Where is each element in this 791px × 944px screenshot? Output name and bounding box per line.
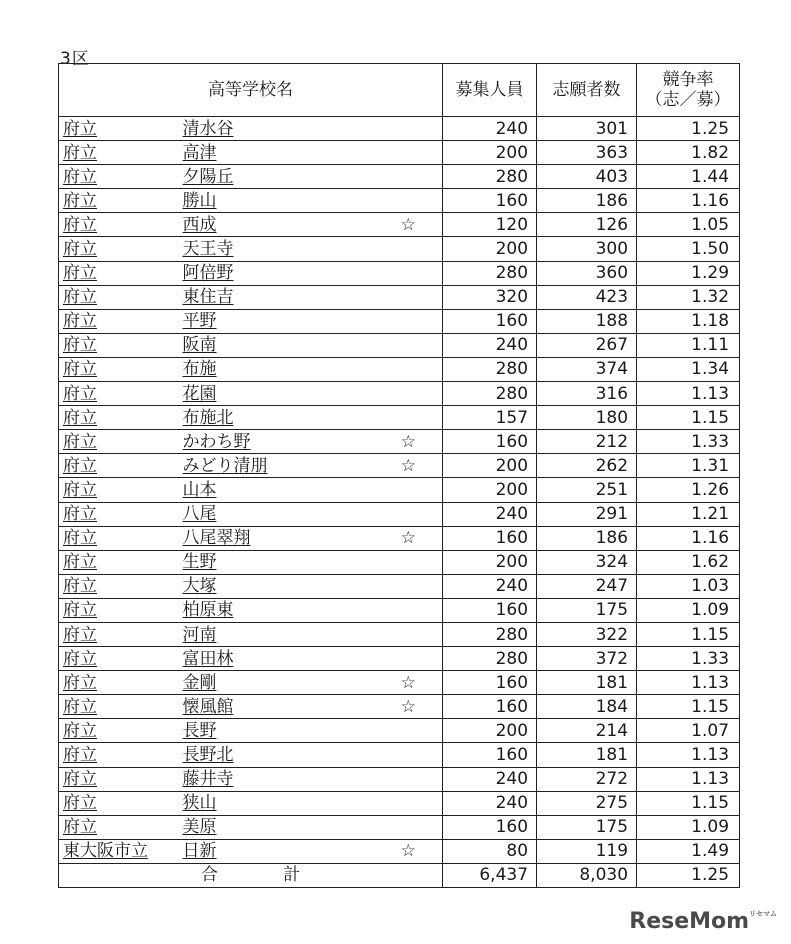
applicants-cell: 374 (537, 357, 637, 381)
ratio-cell: 1.31 (637, 454, 740, 478)
capacity-cell: 280 (443, 382, 537, 406)
school-name-cell: 柏原東 (179, 598, 375, 622)
ratio-cell: 1.18 (637, 309, 740, 333)
star-mark-cell (375, 357, 443, 381)
school-type-cell: 府立 (59, 237, 179, 261)
star-mark-cell (375, 285, 443, 309)
ratio-cell: 1.21 (637, 502, 740, 526)
school-name-cell: 長野北 (179, 743, 375, 767)
capacity-cell: 160 (443, 526, 537, 550)
applicants-cell: 363 (537, 141, 637, 165)
applicants-cell: 186 (537, 189, 637, 213)
school-name-cell: 勝山 (179, 189, 375, 213)
ratio-cell: 1.09 (637, 815, 740, 839)
ratio-cell: 1.34 (637, 357, 740, 381)
school-name-cell: 金剛 (179, 671, 375, 695)
capacity-cell: 160 (443, 671, 537, 695)
school-type-cell: 府立 (59, 550, 179, 574)
ratio-cell: 1.44 (637, 165, 740, 189)
capacity-cell: 160 (443, 189, 537, 213)
school-name-cell: 生野 (179, 550, 375, 574)
star-mark-cell (375, 478, 443, 502)
capacity-cell: 240 (443, 767, 537, 791)
header-ratio-line1: 競争率 (662, 70, 714, 90)
ratio-cell: 1.32 (637, 285, 740, 309)
applicants-cell: 272 (537, 767, 637, 791)
school-name-cell: みどり清朋 (179, 454, 375, 478)
table-row (59, 622, 740, 646)
star-mark-cell: ☆ (375, 526, 443, 550)
capacity-cell: 240 (443, 117, 537, 141)
school-type-cell: 府立 (59, 526, 179, 550)
capacity-cell: 280 (443, 261, 537, 285)
ratio-cell: 1.82 (637, 141, 740, 165)
applicants-cell: 360 (537, 261, 637, 285)
capacity-cell: 160 (443, 743, 537, 767)
school-type-cell: 府立 (59, 213, 179, 237)
capacity-cell: 80 (443, 839, 537, 863)
table-row (59, 333, 740, 357)
ratio-cell: 1.05 (637, 213, 740, 237)
school-type-cell: 府立 (59, 791, 179, 815)
ratio-cell: 1.13 (637, 767, 740, 791)
total-row (59, 863, 740, 887)
school-name-cell: 八尾翠翔 (179, 526, 375, 550)
table-row (59, 213, 740, 237)
star-mark-cell: ☆ (375, 430, 443, 454)
school-name-cell: 平野 (179, 309, 375, 333)
table-row (59, 478, 740, 502)
capacity-cell: 200 (443, 237, 537, 261)
table-row (59, 261, 740, 285)
school-name-cell: 懐風館 (179, 695, 375, 719)
table-row (59, 671, 740, 695)
capacity-cell: 240 (443, 502, 537, 526)
table-row (59, 743, 740, 767)
star-mark-cell (375, 550, 443, 574)
star-mark-cell (375, 598, 443, 622)
admissions-table (58, 63, 740, 888)
ratio-cell: 1.50 (637, 237, 740, 261)
header-capacity: 募集人員 (443, 64, 537, 117)
school-type-cell: 府立 (59, 357, 179, 381)
school-type-cell: 府立 (59, 285, 179, 309)
ratio-cell: 1.09 (637, 598, 740, 622)
applicants-cell: 247 (537, 574, 637, 598)
capacity-cell: 200 (443, 550, 537, 574)
applicants-cell: 212 (537, 430, 637, 454)
ratio-cell: 1.15 (637, 791, 740, 815)
school-name-cell: 阪南 (179, 333, 375, 357)
school-type-cell: 府立 (59, 117, 179, 141)
school-type-cell: 府立 (59, 767, 179, 791)
capacity-cell: 160 (443, 598, 537, 622)
capacity-cell: 200 (443, 478, 537, 502)
table-row (59, 165, 740, 189)
school-type-cell: 府立 (59, 382, 179, 406)
table-body (59, 117, 740, 864)
ratio-cell: 1.13 (637, 743, 740, 767)
ratio-cell: 1.07 (637, 719, 740, 743)
school-type-cell: 府立 (59, 406, 179, 430)
applicants-cell: 175 (537, 598, 637, 622)
school-type-cell: 府立 (59, 309, 179, 333)
applicants-cell: 301 (537, 117, 637, 141)
star-mark-cell (375, 574, 443, 598)
table-row (59, 309, 740, 333)
school-name-cell: 狭山 (179, 791, 375, 815)
table-row (59, 719, 740, 743)
table-row (59, 815, 740, 839)
applicants-cell: 214 (537, 719, 637, 743)
table-row (59, 357, 740, 381)
applicants-cell: 251 (537, 478, 637, 502)
school-name-cell: 東住吉 (179, 285, 375, 309)
school-name-cell: 長野 (179, 719, 375, 743)
table-row (59, 695, 740, 719)
star-mark-cell: ☆ (375, 671, 443, 695)
table-row (59, 454, 740, 478)
star-mark-cell (375, 382, 443, 406)
total-ratio: 1.25 (637, 863, 740, 887)
school-name-cell: 美原 (179, 815, 375, 839)
table-row (59, 430, 740, 454)
star-mark-cell (375, 406, 443, 430)
school-name-cell: 河南 (179, 622, 375, 646)
school-type-cell: 府立 (59, 622, 179, 646)
star-mark-cell (375, 743, 443, 767)
school-name-cell: かわち野 (179, 430, 375, 454)
watermark-logo (629, 909, 777, 934)
total-applicants: 8,030 (537, 863, 637, 887)
capacity-cell: 200 (443, 141, 537, 165)
header-ratio-line2: （志／募） (645, 90, 731, 110)
star-mark-cell (375, 815, 443, 839)
capacity-cell: 280 (443, 647, 537, 671)
ratio-cell: 1.11 (637, 333, 740, 357)
capacity-cell: 280 (443, 165, 537, 189)
star-mark-cell (375, 767, 443, 791)
capacity-cell: 280 (443, 622, 537, 646)
table-row (59, 647, 740, 671)
applicants-cell: 267 (537, 333, 637, 357)
capacity-cell: 160 (443, 695, 537, 719)
table-row (59, 598, 740, 622)
school-name-cell: 阿倍野 (179, 261, 375, 285)
school-name-cell: 日新 (179, 839, 375, 863)
school-type-cell: 府立 (59, 333, 179, 357)
school-type-cell: 府立 (59, 598, 179, 622)
school-name-cell: 藤井寺 (179, 767, 375, 791)
ratio-cell: 1.26 (637, 478, 740, 502)
table-row (59, 117, 740, 141)
applicants-cell: 423 (537, 285, 637, 309)
school-type-cell: 府立 (59, 141, 179, 165)
applicants-cell: 175 (537, 815, 637, 839)
school-type-cell: 府立 (59, 695, 179, 719)
capacity-cell: 200 (443, 719, 537, 743)
capacity-cell: 157 (443, 406, 537, 430)
school-name-cell: 八尾 (179, 502, 375, 526)
applicants-cell: 316 (537, 382, 637, 406)
star-mark-cell (375, 719, 443, 743)
school-name-cell: 布施 (179, 357, 375, 381)
ratio-cell: 1.13 (637, 671, 740, 695)
star-mark-cell (375, 117, 443, 141)
applicants-cell: 186 (537, 526, 637, 550)
capacity-cell: 160 (443, 815, 537, 839)
star-mark-cell (375, 189, 443, 213)
table-row (59, 406, 740, 430)
school-type-cell: 府立 (59, 454, 179, 478)
school-type-cell: 府立 (59, 430, 179, 454)
applicants-cell: 119 (537, 839, 637, 863)
total-capacity: 6,437 (443, 863, 537, 887)
applicants-cell: 262 (537, 454, 637, 478)
school-name-cell: 富田林 (179, 647, 375, 671)
star-mark-cell (375, 165, 443, 189)
table-row (59, 502, 740, 526)
star-mark-cell (375, 502, 443, 526)
applicants-cell: 180 (537, 406, 637, 430)
school-type-cell: 府立 (59, 743, 179, 767)
school-type-cell: 府立 (59, 478, 179, 502)
school-type-cell: 府立 (59, 815, 179, 839)
capacity-cell: 120 (443, 213, 537, 237)
star-mark-cell (375, 647, 443, 671)
star-mark-cell (375, 237, 443, 261)
ratio-cell: 1.25 (637, 117, 740, 141)
table-row (59, 550, 740, 574)
applicants-cell: 324 (537, 550, 637, 574)
school-type-cell: 府立 (59, 574, 179, 598)
header-school-name: 高等学校名 (59, 64, 443, 117)
ratio-cell: 1.49 (637, 839, 740, 863)
star-mark-cell: ☆ (375, 695, 443, 719)
capacity-cell: 280 (443, 357, 537, 381)
applicants-cell: 403 (537, 165, 637, 189)
capacity-cell: 160 (443, 309, 537, 333)
district-label: 3区 (60, 49, 90, 69)
school-name-cell: 夕陽丘 (179, 165, 375, 189)
table-row (59, 189, 740, 213)
applicants-cell: 126 (537, 213, 637, 237)
applicants-cell: 181 (537, 671, 637, 695)
ratio-cell: 1.15 (637, 406, 740, 430)
applicants-cell: 372 (537, 647, 637, 671)
watermark-sub: リセマム (749, 910, 777, 918)
header-applicants: 志願者数 (537, 64, 637, 117)
ratio-cell: 1.03 (637, 574, 740, 598)
ratio-cell: 1.16 (637, 526, 740, 550)
applicants-cell: 188 (537, 309, 637, 333)
table-row (59, 791, 740, 815)
table-row (59, 382, 740, 406)
total-label: 合 計 (59, 863, 443, 887)
capacity-cell: 240 (443, 574, 537, 598)
applicants-cell: 181 (537, 743, 637, 767)
school-type-cell: 府立 (59, 719, 179, 743)
table-row (59, 141, 740, 165)
ratio-cell: 1.29 (637, 261, 740, 285)
table-row (59, 285, 740, 309)
table-row (59, 526, 740, 550)
school-name-cell: 西成 (179, 213, 375, 237)
ratio-cell: 1.62 (637, 550, 740, 574)
school-name-cell: 山本 (179, 478, 375, 502)
school-type-cell: 府立 (59, 261, 179, 285)
school-type-cell: 東大阪市立 (59, 839, 179, 863)
table-row (59, 839, 740, 863)
school-type-cell: 府立 (59, 671, 179, 695)
school-name-cell: 高津 (179, 141, 375, 165)
star-mark-cell (375, 141, 443, 165)
table-row (59, 237, 740, 261)
ratio-cell: 1.13 (637, 382, 740, 406)
school-type-cell: 府立 (59, 189, 179, 213)
school-type-cell: 府立 (59, 647, 179, 671)
table-header-row (59, 64, 740, 117)
ratio-cell: 1.15 (637, 695, 740, 719)
ratio-cell: 1.16 (637, 189, 740, 213)
capacity-cell: 200 (443, 454, 537, 478)
applicants-cell: 291 (537, 502, 637, 526)
school-name-cell: 清水谷 (179, 117, 375, 141)
school-name-cell: 布施北 (179, 406, 375, 430)
applicants-cell: 322 (537, 622, 637, 646)
ratio-cell: 1.33 (637, 430, 740, 454)
capacity-cell: 240 (443, 333, 537, 357)
star-mark-cell (375, 309, 443, 333)
capacity-cell: 240 (443, 791, 537, 815)
applicants-cell: 184 (537, 695, 637, 719)
star-mark-cell: ☆ (375, 213, 443, 237)
star-mark-cell (375, 791, 443, 815)
ratio-cell: 1.33 (637, 647, 740, 671)
capacity-cell: 160 (443, 430, 537, 454)
school-name-cell: 天王寺 (179, 237, 375, 261)
school-name-cell: 花園 (179, 382, 375, 406)
star-mark-cell (375, 261, 443, 285)
star-mark-cell: ☆ (375, 839, 443, 863)
school-name-cell: 大塚 (179, 574, 375, 598)
school-type-cell: 府立 (59, 165, 179, 189)
header-ratio (637, 64, 740, 117)
table-row (59, 574, 740, 598)
watermark-text: ReseMom (629, 909, 750, 934)
school-type-cell: 府立 (59, 502, 179, 526)
ratio-cell: 1.15 (637, 622, 740, 646)
star-mark-cell (375, 622, 443, 646)
star-mark-cell (375, 333, 443, 357)
table-row (59, 767, 740, 791)
star-mark-cell: ☆ (375, 454, 443, 478)
applicants-cell: 300 (537, 237, 637, 261)
capacity-cell: 320 (443, 285, 537, 309)
applicants-cell: 275 (537, 791, 637, 815)
